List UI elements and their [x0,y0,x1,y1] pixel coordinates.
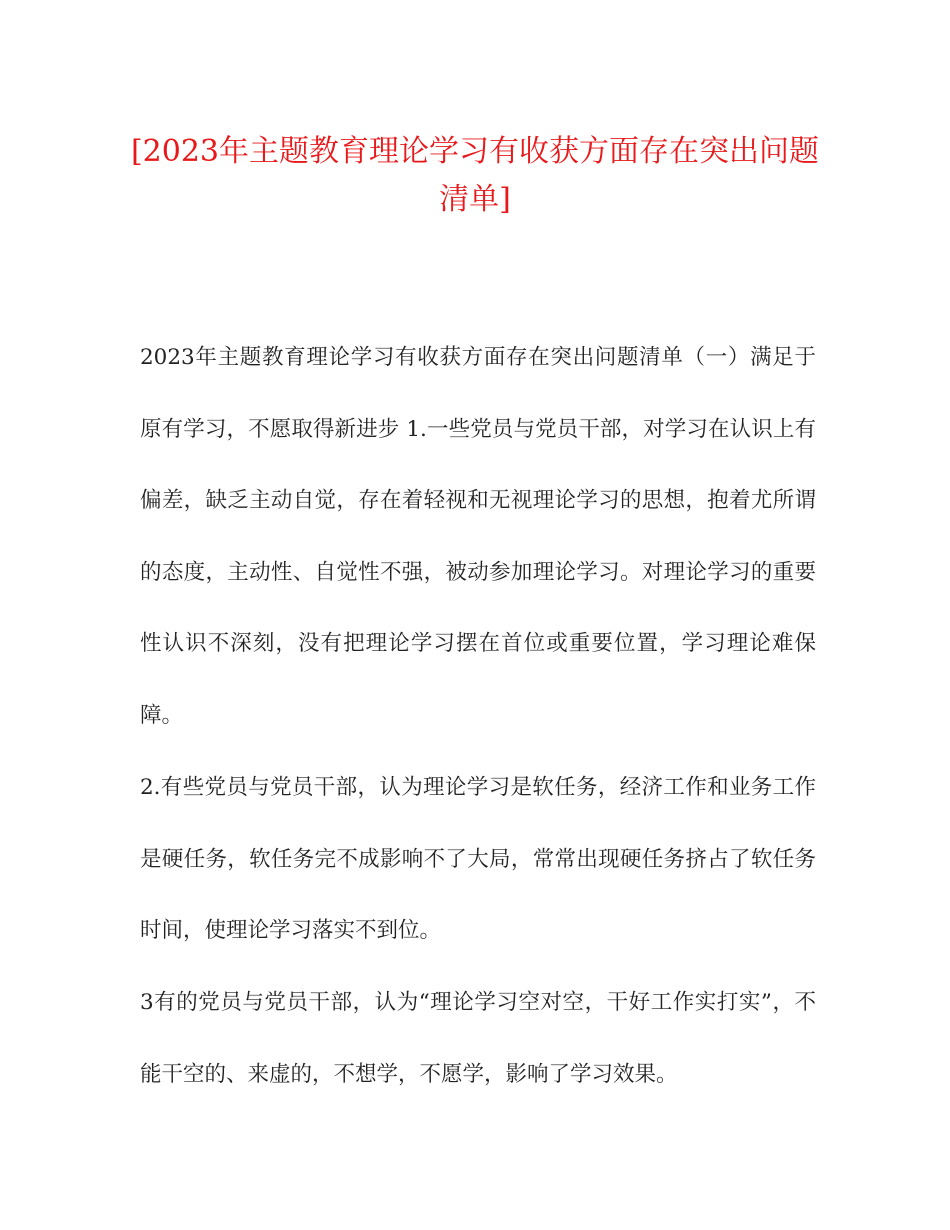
paragraph-text: 3有的党员与党员干部，认为“理论学习空对空，干好工作实打实”，不能干空的、来虚的，不想学，不愿学，影响了学习效果。 [140,990,816,1087]
paragraph-1 [140,322,816,751]
paragraph-text: 2023年主题教育理论学习有收获方面存在突出问题清单（一）满足于原有学习，不愿取得新进步 1.一些党员与党员干部，对学习在认识上有偏差，缺乏主动自觉，存在着轻视和无视理论学习的思想，抱着尤所谓的态度，主动性、自觉性不强，被动参加理论学习。对理论学习的重要性认识不深刻，没有把理论学习摆在首位或重要位置，学习理论难保障。 [140,345,816,728]
paragraph-text: 2.有些党员与党员干部，认为理论学习是软任务，经济工作和业务工作是硬任务，软任务完不成影响不了大局，常常出现硬任务挤占了软任务时间，使理论学习落实不到位。 [140,775,816,943]
paragraph-3 [140,967,816,1110]
paragraph-2 [140,752,816,967]
document-title: [2023年主题教育理论学习有收获方面存在突出问题清单] [130,134,820,217]
